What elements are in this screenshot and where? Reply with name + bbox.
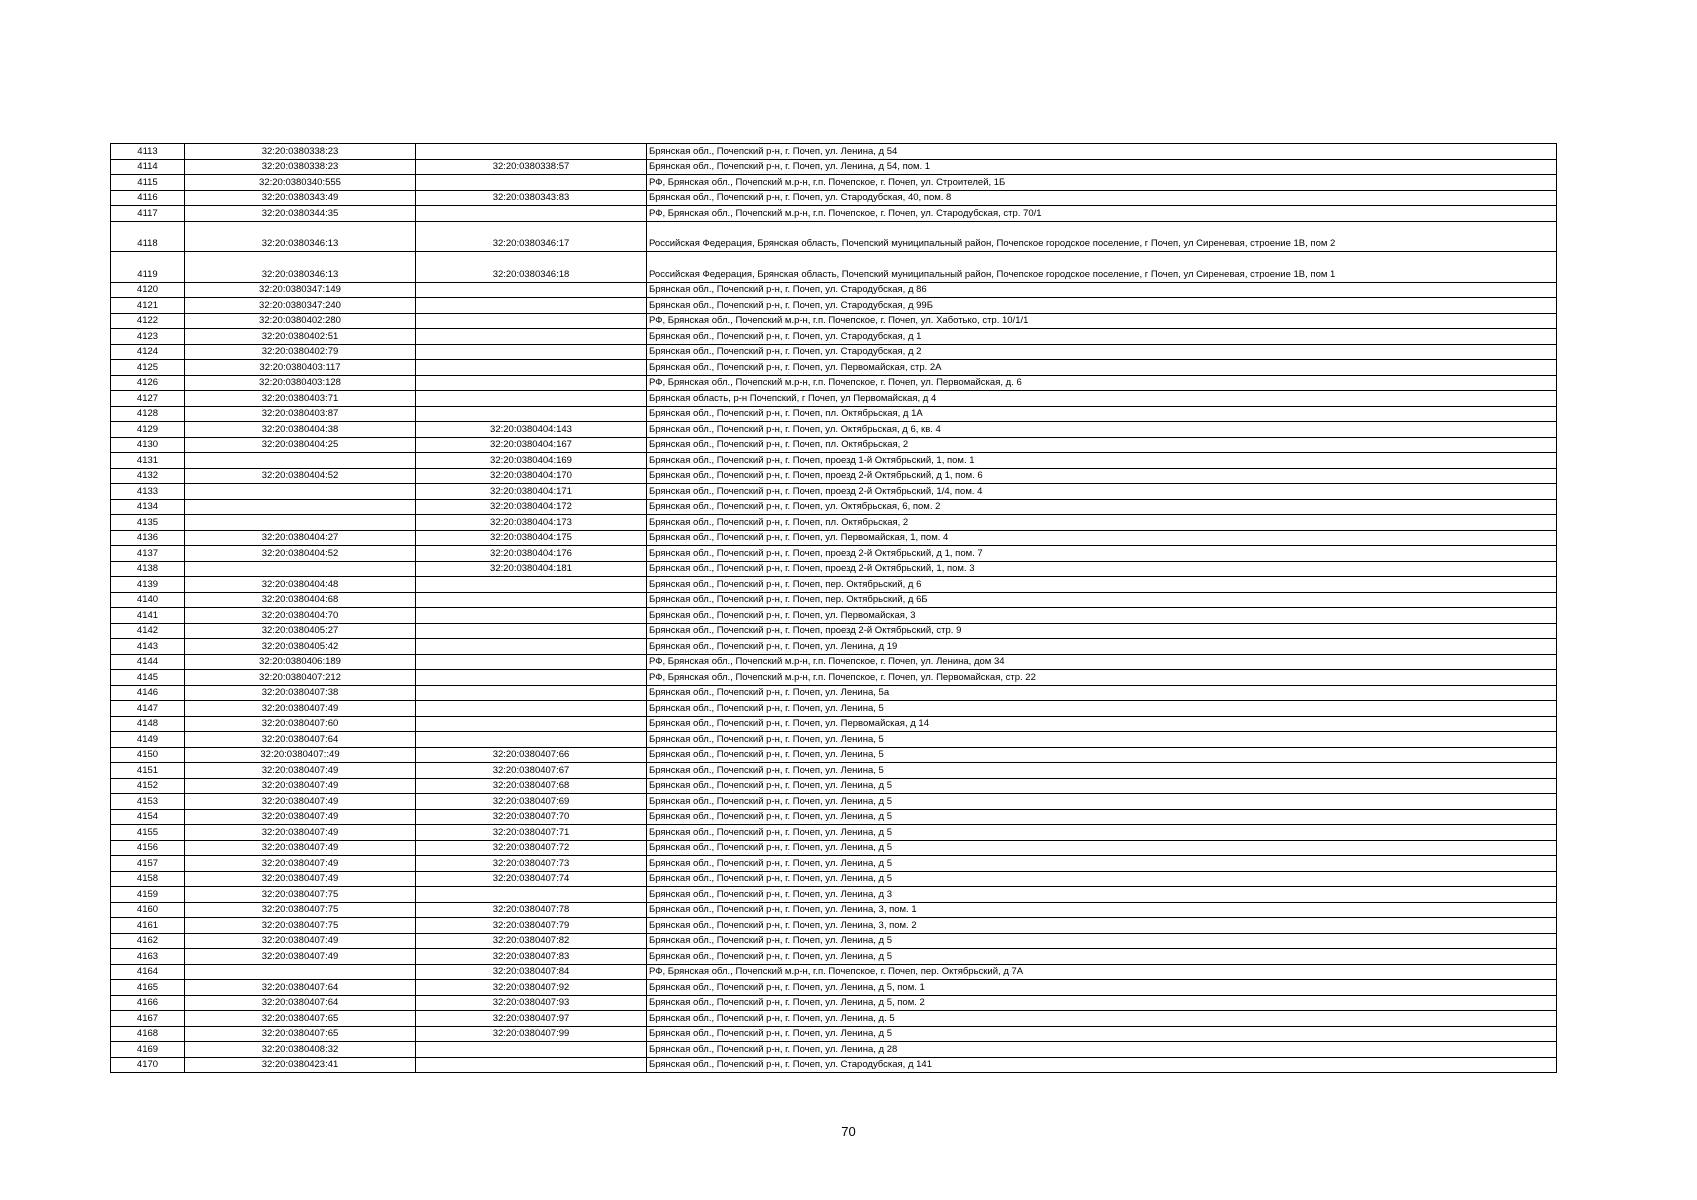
cadastral-number-cell: 32:20:0380347:240	[185, 298, 416, 314]
table-row	[111, 190, 1557, 206]
address-cell: РФ, Брянская обл., Почепский м.р-н, г.п. Почепское, г. Почеп, ул. Стародубская, стр. 70/1	[647, 206, 1557, 222]
row-number-cell: 4145	[111, 670, 185, 686]
table-row	[111, 298, 1557, 314]
cadastral-number-cell	[185, 499, 416, 515]
cadastral-number-cell: 32:20:0380423:41	[185, 1057, 416, 1073]
address-cell: Брянская обл., Почепский р-н, г. Почеп, ул. Ленина, д 5, пом. 1	[647, 980, 1557, 996]
row-number-cell: 4148	[111, 716, 185, 732]
cadastral-number-cell: 32:20:0380338:23	[185, 144, 416, 160]
table-row	[111, 623, 1557, 639]
address-cell: Брянская обл., Почепский р-н, г. Почеп, пер. Октябрьский, д 6	[647, 577, 1557, 593]
room-cadastral-number-cell	[416, 732, 647, 748]
cadastral-number-cell: 32:20:0380407:49	[185, 794, 416, 810]
cadastral-number-cell: 32:20:0380407:60	[185, 716, 416, 732]
room-cadastral-number-cell: 32:20:0380404:181	[416, 561, 647, 577]
address-cell: Брянская обл., Почепский р-н, г. Почеп, ул. Ленина, 5а	[647, 685, 1557, 701]
room-cadastral-number-cell: 32:20:0380407:79	[416, 918, 647, 934]
table-row	[111, 453, 1557, 469]
room-cadastral-number-cell	[416, 406, 647, 422]
room-cadastral-number-cell	[416, 375, 647, 391]
room-cadastral-number-cell: 32:20:0380407:93	[416, 995, 647, 1011]
cadastral-number-cell: 32:20:0380407:75	[185, 902, 416, 918]
row-number-cell: 4152	[111, 778, 185, 794]
row-number-cell: 4160	[111, 902, 185, 918]
row-number-cell: 4133	[111, 484, 185, 500]
room-cadastral-number-cell: 32:20:0380404:169	[416, 453, 647, 469]
row-number-cell: 4139	[111, 577, 185, 593]
cadastral-number-cell: 32:20:0380403:117	[185, 360, 416, 376]
row-number-cell: 4158	[111, 871, 185, 887]
address-cell: Брянская обл., Почепский р-н, г. Почеп, ул. Ленина, д 5, пом. 2	[647, 995, 1557, 1011]
cadastral-number-cell: 32:20:0380346:13	[185, 221, 416, 252]
address-cell: РФ, Брянская обл., Почепский м.р-н, г.п. Почепское, г. Почеп, ул. Первомайская, д. 6	[647, 375, 1557, 391]
row-number-cell: 4166	[111, 995, 185, 1011]
table-row	[111, 778, 1557, 794]
row-number-cell: 4147	[111, 701, 185, 717]
table-row	[111, 422, 1557, 438]
row-number-cell: 4146	[111, 685, 185, 701]
room-cadastral-number-cell	[416, 623, 647, 639]
table-row	[111, 221, 1557, 252]
cadastral-number-cell: 32:20:0380407:49	[185, 701, 416, 717]
table-row	[111, 949, 1557, 965]
table-row	[111, 592, 1557, 608]
room-cadastral-number-cell: 32:20:0380338:57	[416, 159, 647, 175]
row-number-cell: 4163	[111, 949, 185, 965]
table-row	[111, 546, 1557, 562]
room-cadastral-number-cell	[416, 608, 647, 624]
row-number-cell: 4123	[111, 329, 185, 345]
address-cell: Брянская обл., Почепский р-н, г. Почеп, ул. Ленина, д 54, пом. 1	[647, 159, 1557, 175]
row-number-cell: 4162	[111, 933, 185, 949]
table-row	[111, 175, 1557, 191]
cadastral-number-cell: 32:20:0380408:32	[185, 1042, 416, 1058]
table-row	[111, 360, 1557, 376]
cadastral-number-cell: 32:20:0380404:27	[185, 530, 416, 546]
table-row	[111, 484, 1557, 500]
address-cell: Брянская обл., Почепский р-н, г. Почеп, ул. Октябрьская, д 6, кв. 4	[647, 422, 1557, 438]
table-row	[111, 685, 1557, 701]
row-number-cell: 4115	[111, 175, 185, 191]
address-cell: Брянская обл., Почепский р-н, г. Почеп, ул. Ленина, 5	[647, 747, 1557, 763]
row-number-cell: 4113	[111, 144, 185, 160]
address-cell: Брянская обл., Почепский р-н, г. Почеп, пл. Октябрьская, д 1А	[647, 406, 1557, 422]
table-row	[111, 856, 1557, 872]
row-number-cell: 4159	[111, 887, 185, 903]
row-number-cell: 4169	[111, 1042, 185, 1058]
table-row	[111, 1057, 1557, 1073]
address-cell: Брянская обл., Почепский р-н, г. Почеп, ул. Ленина, д 5	[647, 809, 1557, 825]
address-cell: Брянская обл., Почепский р-н, г. Почеп, ул. Ленина, д 3	[647, 887, 1557, 903]
row-number-cell: 4128	[111, 406, 185, 422]
table-row	[111, 964, 1557, 980]
cadastral-number-cell	[185, 515, 416, 531]
table-row	[111, 670, 1557, 686]
cadastral-number-cell	[185, 561, 416, 577]
table-row	[111, 313, 1557, 329]
address-cell: Российская Федерация, Брянская область, Почепский муниципальный район, Почепское городское поселение, г Почеп, ул Сиреневая, строение 1В, пом 1	[647, 252, 1557, 283]
table-row	[111, 639, 1557, 655]
address-cell: Брянская обл., Почепский р-н, г. Почеп, ул. Первомайская, стр. 2А	[647, 360, 1557, 376]
table-row	[111, 499, 1557, 515]
cadastral-number-cell: 32:20:0380343:49	[185, 190, 416, 206]
cadastral-objects-table	[110, 143, 1557, 1073]
room-cadastral-number-cell	[416, 685, 647, 701]
row-number-cell: 4161	[111, 918, 185, 934]
table-row	[111, 809, 1557, 825]
address-cell: Брянская обл., Почепский р-н, г. Почеп, ул. Первомайская, 1, пом. 4	[647, 530, 1557, 546]
table-row	[111, 918, 1557, 934]
table-row	[111, 530, 1557, 546]
address-cell: Брянская обл., Почепский р-н, г. Почеп, ул. Ленина, 3, пом. 1	[647, 902, 1557, 918]
row-number-cell: 4121	[111, 298, 185, 314]
address-cell: Брянская обл., Почепский р-н, г. Почеп, ул. Ленина, д 28	[647, 1042, 1557, 1058]
address-cell: Брянская обл., Почепский р-н, г. Почеп, проезд 2-й Октябрьский, 1/4, пом. 4	[647, 484, 1557, 500]
row-number-cell: 4140	[111, 592, 185, 608]
cadastral-number-cell: 32:20:0380405:27	[185, 623, 416, 639]
table-row	[111, 732, 1557, 748]
table-row	[111, 252, 1557, 283]
room-cadastral-number-cell: 32:20:0380404:173	[416, 515, 647, 531]
room-cadastral-number-cell	[416, 577, 647, 593]
address-cell: Брянская обл., Почепский р-н, г. Почеп, ул. Стародубская, д 141	[647, 1057, 1557, 1073]
cadastral-number-cell	[185, 453, 416, 469]
table-row	[111, 1026, 1557, 1042]
room-cadastral-number-cell: 32:20:0380407:66	[416, 747, 647, 763]
address-cell: Брянская обл., Почепский р-н, г. Почеп, пл. Октябрьская, 2	[647, 515, 1557, 531]
table-row	[111, 794, 1557, 810]
room-cadastral-number-cell: 32:20:0380407:83	[416, 949, 647, 965]
room-cadastral-number-cell	[416, 887, 647, 903]
cadastral-number-cell	[185, 484, 416, 500]
table-row	[111, 840, 1557, 856]
row-number-cell: 4156	[111, 840, 185, 856]
row-number-cell: 4142	[111, 623, 185, 639]
row-number-cell: 4144	[111, 654, 185, 670]
table-row	[111, 515, 1557, 531]
table-row	[111, 329, 1557, 345]
table-row	[111, 391, 1557, 407]
room-cadastral-number-cell: 32:20:0380407:67	[416, 763, 647, 779]
room-cadastral-number-cell	[416, 298, 647, 314]
row-number-cell: 4149	[111, 732, 185, 748]
cadastral-number-cell: 32:20:0380407:64	[185, 995, 416, 1011]
cadastral-number-cell: 32:20:0380407:49	[185, 949, 416, 965]
address-cell: Брянская обл., Почепский р-н, г. Почеп, ул. Ленина, д 5	[647, 871, 1557, 887]
table-row	[111, 933, 1557, 949]
room-cadastral-number-cell: 32:20:0380346:17	[416, 221, 647, 252]
address-cell: Брянская обл., Почепский р-н, г. Почеп, ул. Ленина, д 54	[647, 144, 1557, 160]
cadastral-number-cell: 32:20:0380407:65	[185, 1026, 416, 1042]
cadastral-number-cell: 32:20:0380407:75	[185, 887, 416, 903]
address-cell: Брянская обл., Почепский р-н, г. Почеп, ул. Октябрьская, 6, пом. 2	[647, 499, 1557, 515]
cadastral-number-cell: 32:20:0380405:42	[185, 639, 416, 655]
row-number-cell: 4116	[111, 190, 185, 206]
address-cell: Брянская обл., Почепский р-н, г. Почеп, проезд 1-й Октябрьский, 1, пом. 1	[647, 453, 1557, 469]
cadastral-number-cell: 32:20:0380404:48	[185, 577, 416, 593]
room-cadastral-number-cell	[416, 391, 647, 407]
room-cadastral-number-cell	[416, 654, 647, 670]
cadastral-number-cell: 32:20:0380404:52	[185, 546, 416, 562]
table-row	[111, 902, 1557, 918]
address-cell: РФ, Брянская обл., Почепский м.р-н, г.п. Почепское, г. Почеп, ул. Строителей, 1Б	[647, 175, 1557, 191]
room-cadastral-number-cell: 32:20:0380404:167	[416, 437, 647, 453]
cadastral-number-cell: 32:20:0380406:189	[185, 654, 416, 670]
address-cell: Брянская обл., Почепский р-н, г. Почеп, ул. Первомайская, д 14	[647, 716, 1557, 732]
cadastral-number-cell: 32:20:0380407:65	[185, 1011, 416, 1027]
table-row	[111, 1042, 1557, 1058]
row-number-cell: 4114	[111, 159, 185, 175]
room-cadastral-number-cell: 32:20:0380404:175	[416, 530, 647, 546]
address-cell: Брянская обл., Почепский р-н, г. Почеп, ул. Ленина, 5	[647, 763, 1557, 779]
address-cell: РФ, Брянская обл., Почепский м.р-н, г.п. Почепское, г. Почеп, пер. Октябрьский, д 7А	[647, 964, 1557, 980]
cadastral-number-cell: 32:20:0380407:212	[185, 670, 416, 686]
room-cadastral-number-cell: 32:20:0380407:72	[416, 840, 647, 856]
cadastral-number-cell: 32:20:0380407:49	[185, 840, 416, 856]
cadastral-number-cell	[185, 964, 416, 980]
table-row	[111, 144, 1557, 160]
table-row	[111, 1011, 1557, 1027]
room-cadastral-number-cell: 32:20:0380404:171	[416, 484, 647, 500]
row-number-cell: 4117	[111, 206, 185, 222]
page-number: 70	[841, 1124, 856, 1139]
room-cadastral-number-cell: 32:20:0380407:68	[416, 778, 647, 794]
cadastral-number-cell: 32:20:0380407:64	[185, 732, 416, 748]
cadastral-number-cell: 32:20:0380407::49	[185, 747, 416, 763]
address-cell: Брянская обл., Почепский р-н, г. Почеп, проезд 2-й Октябрьский, д 1, пом. 7	[647, 546, 1557, 562]
address-cell: Брянская обл., Почепский р-н, г. Почеп, ул. Ленина, 3, пом. 2	[647, 918, 1557, 934]
address-cell: Брянская обл., Почепский р-н, г. Почеп, ул. Стародубская, д 2	[647, 344, 1557, 360]
address-cell: Брянская обл., Почепский р-н, г. Почеп, ул. Ленина, д 5	[647, 794, 1557, 810]
room-cadastral-number-cell	[416, 360, 647, 376]
address-cell: Брянская обл., Почепский р-н, г. Почеп, ул. Ленина, д 5	[647, 949, 1557, 965]
row-number-cell: 4125	[111, 360, 185, 376]
room-cadastral-number-cell: 32:20:0380407:84	[416, 964, 647, 980]
row-number-cell: 4141	[111, 608, 185, 624]
cadastral-number-cell: 32:20:0380404:68	[185, 592, 416, 608]
row-number-cell: 4137	[111, 546, 185, 562]
room-cadastral-number-cell: 32:20:0380404:143	[416, 422, 647, 438]
cadastral-number-cell: 32:20:0380407:64	[185, 980, 416, 996]
room-cadastral-number-cell	[416, 344, 647, 360]
cadastral-number-cell: 32:20:0380407:49	[185, 763, 416, 779]
table-row	[111, 716, 1557, 732]
row-number-cell: 4170	[111, 1057, 185, 1073]
address-cell: Брянская область, р-н Почепский, г Почеп, ул Первомайская, д 4	[647, 391, 1557, 407]
room-cadastral-number-cell: 32:20:0380407:69	[416, 794, 647, 810]
row-number-cell: 4119	[111, 252, 185, 283]
row-number-cell: 4124	[111, 344, 185, 360]
table-row	[111, 344, 1557, 360]
address-cell: Брянская обл., Почепский р-н, г. Почеп, ул. Ленина, д 5	[647, 856, 1557, 872]
table-row	[111, 206, 1557, 222]
table-row	[111, 468, 1557, 484]
address-cell: Брянская обл., Почепский р-н, г. Почеп, проезд 2-й Октябрьский, стр. 9	[647, 623, 1557, 639]
table-row	[111, 159, 1557, 175]
cadastral-number-cell: 32:20:0380407:49	[185, 809, 416, 825]
table-row	[111, 654, 1557, 670]
cadastral-number-cell: 32:20:0380404:25	[185, 437, 416, 453]
row-number-cell: 4168	[111, 1026, 185, 1042]
table-row	[111, 980, 1557, 996]
row-number-cell: 4130	[111, 437, 185, 453]
room-cadastral-number-cell: 32:20:0380407:92	[416, 980, 647, 996]
table-row	[111, 871, 1557, 887]
table-row	[111, 577, 1557, 593]
room-cadastral-number-cell	[416, 670, 647, 686]
room-cadastral-number-cell	[416, 313, 647, 329]
row-number-cell: 4143	[111, 639, 185, 655]
row-number-cell: 4122	[111, 313, 185, 329]
cadastral-number-cell: 32:20:0380344:35	[185, 206, 416, 222]
row-number-cell: 4126	[111, 375, 185, 391]
table-row	[111, 747, 1557, 763]
table-row	[111, 995, 1557, 1011]
cadastral-number-cell: 32:20:0380407:49	[185, 778, 416, 794]
room-cadastral-number-cell	[416, 716, 647, 732]
cadastral-number-cell: 32:20:0380346:13	[185, 252, 416, 283]
address-cell: Брянская обл., Почепский р-н, г. Почеп, ул. Ленина, д 5	[647, 933, 1557, 949]
row-number-cell: 4167	[111, 1011, 185, 1027]
address-cell: Брянская обл., Почепский р-н, г. Почеп, ул. Стародубская, 40, пом. 8	[647, 190, 1557, 206]
room-cadastral-number-cell	[416, 592, 647, 608]
cadastral-number-cell: 32:20:0380403:128	[185, 375, 416, 391]
address-cell: Брянская обл., Почепский р-н, г. Почеп, проезд 2-й Октябрьский, д 1, пом. 6	[647, 468, 1557, 484]
row-number-cell: 4151	[111, 763, 185, 779]
table-row	[111, 375, 1557, 391]
table-row	[111, 825, 1557, 841]
address-cell: Российская Федерация, Брянская область, Почепский муниципальный район, Почепское городское поселение, г Почеп, ул Сиреневая, строение 1В, пом 2	[647, 221, 1557, 252]
address-cell: Брянская обл., Почепский р-н, г. Почеп, ул. Ленина, д 5	[647, 825, 1557, 841]
address-cell: РФ, Брянская обл., Почепский м.р-н, г.п. Почепское, г. Почеп, ул. Ленина, дом 34	[647, 654, 1557, 670]
table-body	[111, 144, 1557, 1073]
room-cadastral-number-cell: 32:20:0380346:18	[416, 252, 647, 283]
room-cadastral-number-cell	[416, 1042, 647, 1058]
cadastral-number-cell: 32:20:0380402:280	[185, 313, 416, 329]
room-cadastral-number-cell: 32:20:0380404:176	[416, 546, 647, 562]
room-cadastral-number-cell: 32:20:0380404:172	[416, 499, 647, 515]
row-number-cell: 4131	[111, 453, 185, 469]
room-cadastral-number-cell: 32:20:0380407:71	[416, 825, 647, 841]
address-cell: Брянская обл., Почепский р-н, г. Почеп, ул. Ленина, 5	[647, 732, 1557, 748]
room-cadastral-number-cell	[416, 1057, 647, 1073]
room-cadastral-number-cell	[416, 329, 647, 345]
room-cadastral-number-cell	[416, 282, 647, 298]
cadastral-number-cell: 32:20:0380402:51	[185, 329, 416, 345]
room-cadastral-number-cell: 32:20:0380407:74	[416, 871, 647, 887]
room-cadastral-number-cell	[416, 639, 647, 655]
address-cell: Брянская обл., Почепский р-н, г. Почеп, пер. Октябрьский, д 6Б	[647, 592, 1557, 608]
cadastral-number-cell: 32:20:0380407:75	[185, 918, 416, 934]
room-cadastral-number-cell: 32:20:0380407:99	[416, 1026, 647, 1042]
cadastral-number-cell: 32:20:0380403:71	[185, 391, 416, 407]
row-number-cell: 4132	[111, 468, 185, 484]
cadastral-number-cell: 32:20:0380407:38	[185, 685, 416, 701]
table-row	[111, 437, 1557, 453]
row-number-cell: 4155	[111, 825, 185, 841]
address-cell: РФ, Брянская обл., Почепский м.р-н, г.п. Почепское, г. Почеп, ул. Хаботько, стр. 10/1/1	[647, 313, 1557, 329]
address-cell: Брянская обл., Почепский р-н, г. Почеп, ул. Стародубская, д 99Б	[647, 298, 1557, 314]
room-cadastral-number-cell	[416, 144, 647, 160]
address-cell: Брянская обл., Почепский р-н, г. Почеп, ул. Ленина, д 5	[647, 778, 1557, 794]
row-number-cell: 4157	[111, 856, 185, 872]
address-cell: Брянская обл., Почепский р-н, г. Почеп, пл. Октябрьская, 2	[647, 437, 1557, 453]
row-number-cell: 4165	[111, 980, 185, 996]
cadastral-number-cell: 32:20:0380338:23	[185, 159, 416, 175]
address-cell: Брянская обл., Почепский р-н, г. Почеп, ул. Ленина, д 5	[647, 840, 1557, 856]
table-row	[111, 282, 1557, 298]
row-number-cell: 4135	[111, 515, 185, 531]
row-number-cell: 4134	[111, 499, 185, 515]
cadastral-number-cell: 32:20:0380407:49	[185, 871, 416, 887]
row-number-cell: 4118	[111, 221, 185, 252]
cadastral-number-cell: 32:20:0380404:70	[185, 608, 416, 624]
address-cell: Брянская обл., Почепский р-н, г. Почеп, ул. Стародубская, д 86	[647, 282, 1557, 298]
table-row	[111, 406, 1557, 422]
table-row	[111, 763, 1557, 779]
address-cell: Брянская обл., Почепский р-н, г. Почеп, проезд 2-й Октябрьский, 1, пом. 3	[647, 561, 1557, 577]
row-number-cell: 4136	[111, 530, 185, 546]
cadastral-number-cell: 32:20:0380404:52	[185, 468, 416, 484]
table-row	[111, 561, 1557, 577]
room-cadastral-number-cell: 32:20:0380407:70	[416, 809, 647, 825]
row-number-cell: 4120	[111, 282, 185, 298]
address-cell: Брянская обл., Почепский р-н, г. Почеп, ул. Стародубская, д 1	[647, 329, 1557, 345]
cadastral-number-cell: 32:20:0380403:87	[185, 406, 416, 422]
row-number-cell: 4154	[111, 809, 185, 825]
room-cadastral-number-cell	[416, 701, 647, 717]
table-row	[111, 701, 1557, 717]
cadastral-number-cell: 32:20:0380407:49	[185, 933, 416, 949]
address-cell: Брянская обл., Почепский р-н, г. Почеп, ул. Ленина, д 19	[647, 639, 1557, 655]
address-cell: Брянская обл., Почепский р-н, г. Почеп, ул. Ленина, д 5	[647, 1026, 1557, 1042]
table-row	[111, 887, 1557, 903]
row-number-cell: 4150	[111, 747, 185, 763]
row-number-cell: 4164	[111, 964, 185, 980]
row-number-cell: 4127	[111, 391, 185, 407]
table-row	[111, 608, 1557, 624]
room-cadastral-number-cell: 32:20:0380343:83	[416, 190, 647, 206]
row-number-cell: 4129	[111, 422, 185, 438]
row-number-cell: 4138	[111, 561, 185, 577]
cadastral-number-cell: 32:20:0380340:555	[185, 175, 416, 191]
row-number-cell: 4153	[111, 794, 185, 810]
address-cell: РФ, Брянская обл., Почепский м.р-н, г.п. Почепское, г. Почеп, ул. Первомайская, стр. 22	[647, 670, 1557, 686]
address-cell: Брянская обл., Почепский р-н, г. Почеп, ул. Ленина, д. 5	[647, 1011, 1557, 1027]
room-cadastral-number-cell: 32:20:0380407:73	[416, 856, 647, 872]
room-cadastral-number-cell: 32:20:0380404:170	[416, 468, 647, 484]
room-cadastral-number-cell	[416, 206, 647, 222]
address-cell: Брянская обл., Почепский р-н, г. Почеп, ул. Первомайская, 3	[647, 608, 1557, 624]
cadastral-number-cell: 32:20:0380347:149	[185, 282, 416, 298]
room-cadastral-number-cell: 32:20:0380407:78	[416, 902, 647, 918]
room-cadastral-number-cell: 32:20:0380407:82	[416, 933, 647, 949]
room-cadastral-number-cell	[416, 175, 647, 191]
cadastral-number-cell: 32:20:0380402:79	[185, 344, 416, 360]
cadastral-number-cell: 32:20:0380404:38	[185, 422, 416, 438]
address-cell: Брянская обл., Почепский р-н, г. Почеп, ул. Ленина, 5	[647, 701, 1557, 717]
cadastral-number-cell: 32:20:0380407:49	[185, 825, 416, 841]
room-cadastral-number-cell: 32:20:0380407:97	[416, 1011, 647, 1027]
cadastral-number-cell: 32:20:0380407:49	[185, 856, 416, 872]
